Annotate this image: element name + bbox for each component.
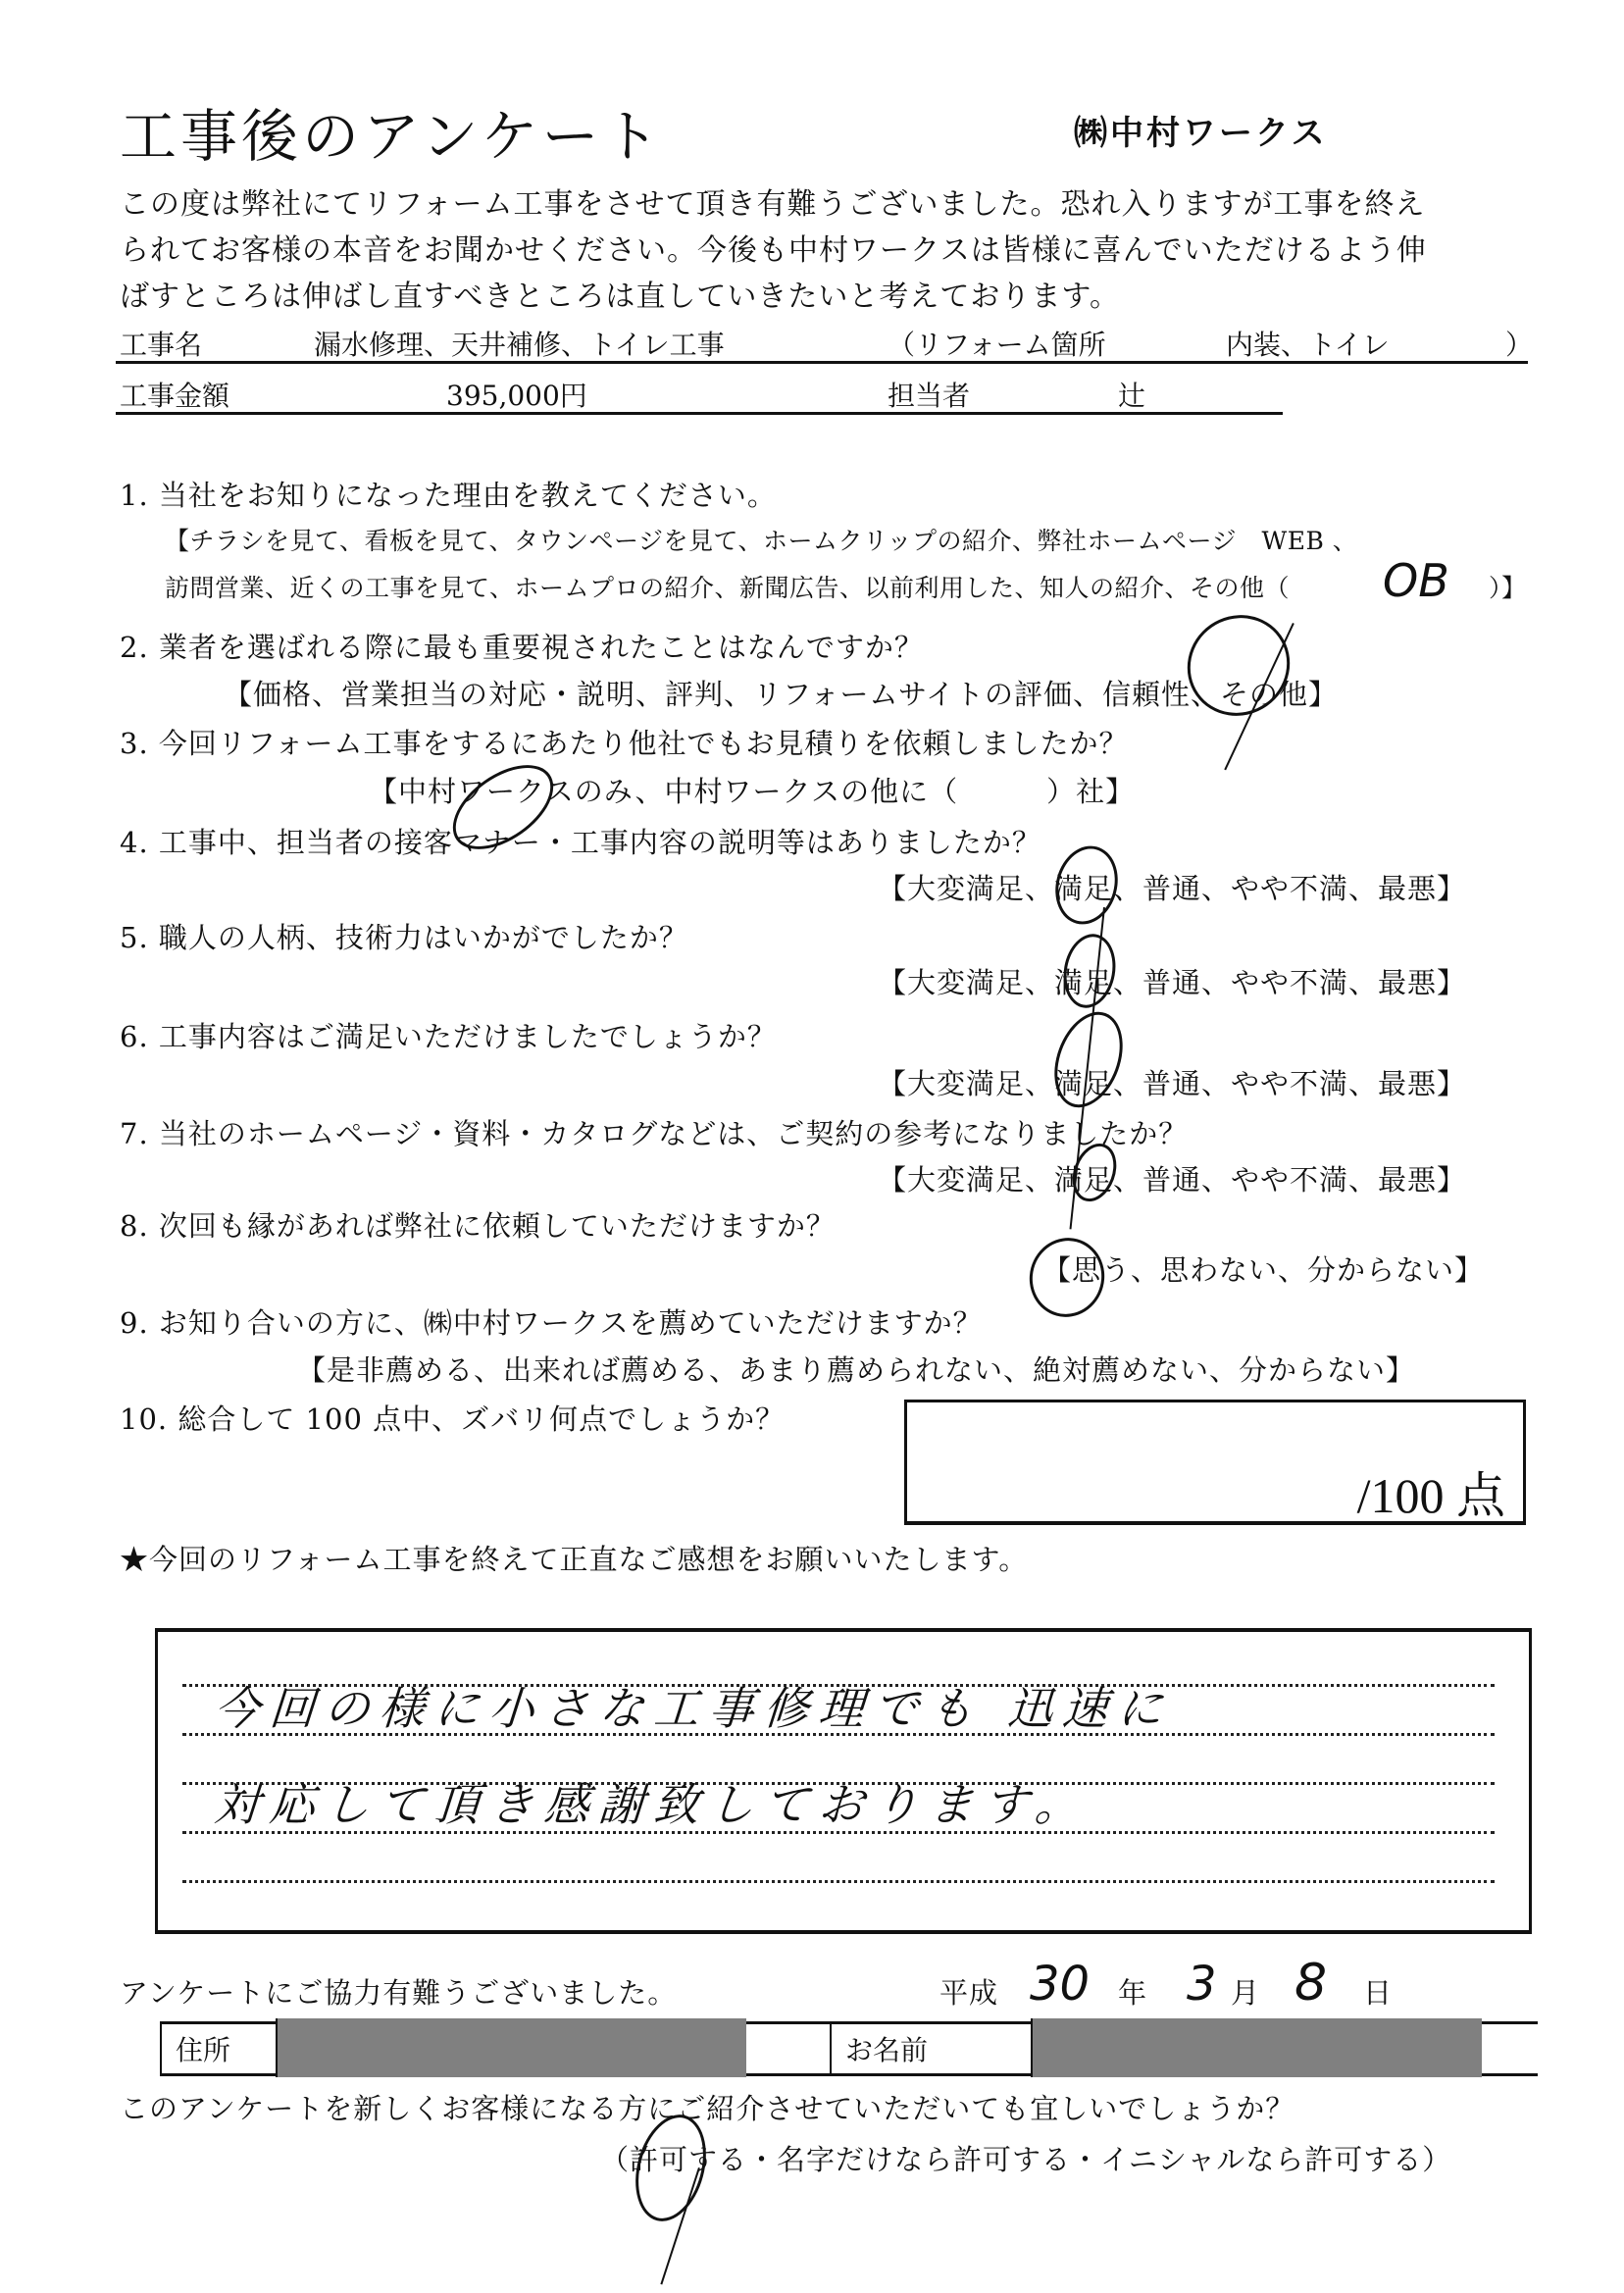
- question-7-text: 当社のホームページ・資料・カタログなどは、ご契約の参考になりましたか？: [158, 1117, 1189, 1150]
- question-9-number: 9.: [120, 1306, 149, 1340]
- question-1-number: 1.: [120, 479, 149, 512]
- question-9: [120, 1301, 983, 1342]
- question-7: [120, 1112, 1188, 1152]
- question-4-number: 4.: [120, 826, 149, 859]
- question-1-options-text: 訪問営業、近くの工事を見て、ホームプロの紹介、新聞広告、以前利用した、知人の紹介、その他（: [165, 574, 1291, 602]
- comment-line-2: 対応して頂き感謝致しております。: [212, 1778, 1092, 1831]
- question-3-text: 今回リフォーム工事をするにあたり他社でもお見積りを依頼しましたか？: [158, 727, 1129, 760]
- job-amount-value[interactable]: 395,000円: [446, 380, 587, 412]
- name-field-redacted[interactable]: [1031, 2018, 1482, 2077]
- date-month-label: 月: [1231, 1976, 1261, 2010]
- staff-label: 担当者: [888, 380, 971, 412]
- permission-options[interactable]: （許可する・名字だけなら許可する・イニシャルなら許可する）: [600, 2143, 1452, 2176]
- question-6-options[interactable]: 【大変満足、満足、普通、やや不満、最悪】: [878, 1067, 1467, 1100]
- question-4-text: 工事中、担当者の接客マナー・工事内容の説明等はありましたか？: [158, 826, 1041, 859]
- date-month[interactable]: 3: [1187, 1957, 1217, 2012]
- thanks-text: アンケートにご協力有難うございました。: [120, 1976, 678, 2010]
- score-suffix: /100 点: [1356, 1468, 1505, 1523]
- question-9-text: お知り合いの方に、㈱中村ワークスを薦めていただけますか？: [158, 1306, 983, 1340]
- date-year[interactable]: 30: [1030, 1957, 1091, 2012]
- question-4-options[interactable]: 【大変満足、満足、普通、やや不満、最悪】: [878, 872, 1467, 905]
- question-3: [120, 722, 1128, 762]
- job-name-underline: [116, 361, 1528, 364]
- question-3-number: 3.: [120, 727, 149, 760]
- question-7-options[interactable]: 【大変満足、満足、普通、やや不満、最悪】: [878, 1163, 1467, 1197]
- question-6-number: 6.: [120, 1020, 149, 1053]
- job-amount-label: 工事金額: [120, 380, 230, 412]
- intro-line-3: ばすところは伸ばし直すべきところは直していきたいと考えております。: [120, 280, 1120, 314]
- page-title: 工事後のアンケート: [120, 103, 664, 170]
- question-2-text: 業者を選ばれる際に最も重要視されたことはなんですか？: [158, 631, 924, 664]
- name-label-cell: [830, 2024, 1031, 2073]
- customer-info-table: [160, 2021, 1538, 2076]
- question-1: [120, 474, 777, 514]
- question-10-text: 総合して 100 点中、ズバリ何点でしょうか？: [178, 1402, 786, 1436]
- question-8-selection-circle: [1021, 1230, 1113, 1326]
- date-day[interactable]: 8: [1294, 1954, 1328, 2013]
- question-5: [120, 916, 688, 956]
- question-1-options-line-2[interactable]: [165, 569, 1290, 604]
- comment-dotted-line: [182, 1880, 1495, 1883]
- comments-box[interactable]: [155, 1628, 1532, 1934]
- question-5-text: 職人の人柄、技術力はいかがでしたか？: [158, 921, 688, 954]
- job-name-label: 工事名: [120, 329, 203, 361]
- intro-line-1: この度は弊社にてリフォーム工事をさせて頂き有難うございました。恐れ入りますが工事を終え: [120, 187, 1426, 222]
- name-label: お名前: [845, 2034, 929, 2066]
- question-3-options[interactable]: 【中村ワークスのみ、中村ワークスの他に（ ）社】: [369, 775, 1136, 808]
- question-8: [120, 1204, 836, 1245]
- address-field-redacted[interactable]: [276, 2018, 746, 2077]
- intro-line-2: られてお客様の本音をお聞かせください。今後も中村ワークスは皆様に喜んでいただけるよう伸: [120, 233, 1427, 268]
- question-8-number: 8.: [120, 1209, 149, 1243]
- reform-location-close: ）: [1505, 329, 1534, 361]
- company-name: ㈱中村ワークス: [1074, 114, 1328, 153]
- question-1-options-line-1[interactable]: 【チラシを見て、看板を見て、タウンページを見て、ホームクリップの紹介、弊社ホームページ WEB 、: [165, 527, 1358, 555]
- address-label: 住所: [176, 2034, 231, 2066]
- question-10-number: 10.: [120, 1402, 169, 1436]
- address-label-cell: [160, 2024, 276, 2073]
- question-4-selection-circle: [1047, 839, 1127, 931]
- question-2-selection-circle: [1168, 595, 1310, 737]
- score-input-box[interactable]: [904, 1400, 1526, 1525]
- question-10: [120, 1398, 785, 1438]
- question-5-options[interactable]: 【大変満足、満足、普通、やや不満、最悪】: [878, 966, 1467, 999]
- question-5-number: 5.: [120, 921, 149, 954]
- question-4: [120, 821, 1041, 861]
- question-8-text: 次回も縁があれば弊社に依頼していただけますか？: [158, 1209, 836, 1243]
- staff-value[interactable]: 辻: [1118, 380, 1146, 412]
- question-2: [120, 626, 924, 666]
- question-6: [120, 1015, 777, 1055]
- question-1-options-close: ）】: [1489, 574, 1527, 602]
- question-8-options[interactable]: 【思う、思わない、分からない】: [1042, 1253, 1485, 1287]
- question-9-options[interactable]: 【是非薦める、出来れば薦める、あまり薦められない、絶対薦めない、分からない】: [297, 1353, 1416, 1387]
- comments-prompt: ★今回のリフォーム工事を終えて正直なご感想をお願いいたします。: [120, 1543, 1029, 1576]
- comment-line-1: 今回の様に小さな工事修理でも 迅速に: [212, 1682, 1175, 1735]
- reform-location-label: （リフォーム箇所: [888, 329, 1106, 361]
- job-amount-underline: [116, 412, 1283, 415]
- job-name-value[interactable]: 漏水修理、天井補修、トイレ工事: [314, 329, 725, 361]
- date-year-label: 年: [1118, 1976, 1148, 2010]
- date-era: 平成: [939, 1976, 999, 2010]
- question-1-text: 当社をお知りになった理由を教えてください。: [158, 479, 777, 512]
- question-7-number: 7.: [120, 1117, 149, 1150]
- reform-location-value[interactable]: 内装、トイレ: [1226, 329, 1390, 361]
- question-1-other-answer[interactable]: OB: [1383, 554, 1449, 607]
- date-day-label: 日: [1363, 1976, 1394, 2010]
- question-6-text: 工事内容はご満足いただけましたでしょうか？: [158, 1020, 777, 1053]
- permission-question: このアンケートを新しくお客様になる方にご紹介させていただいても宜しいでしょうか？: [120, 2092, 1295, 2125]
- question-2-options[interactable]: 【価格、営業担当の対応・説明、評判、リフォームサイトの評価、信頼性、その他】: [224, 678, 1338, 711]
- question-2-number: 2.: [120, 631, 149, 664]
